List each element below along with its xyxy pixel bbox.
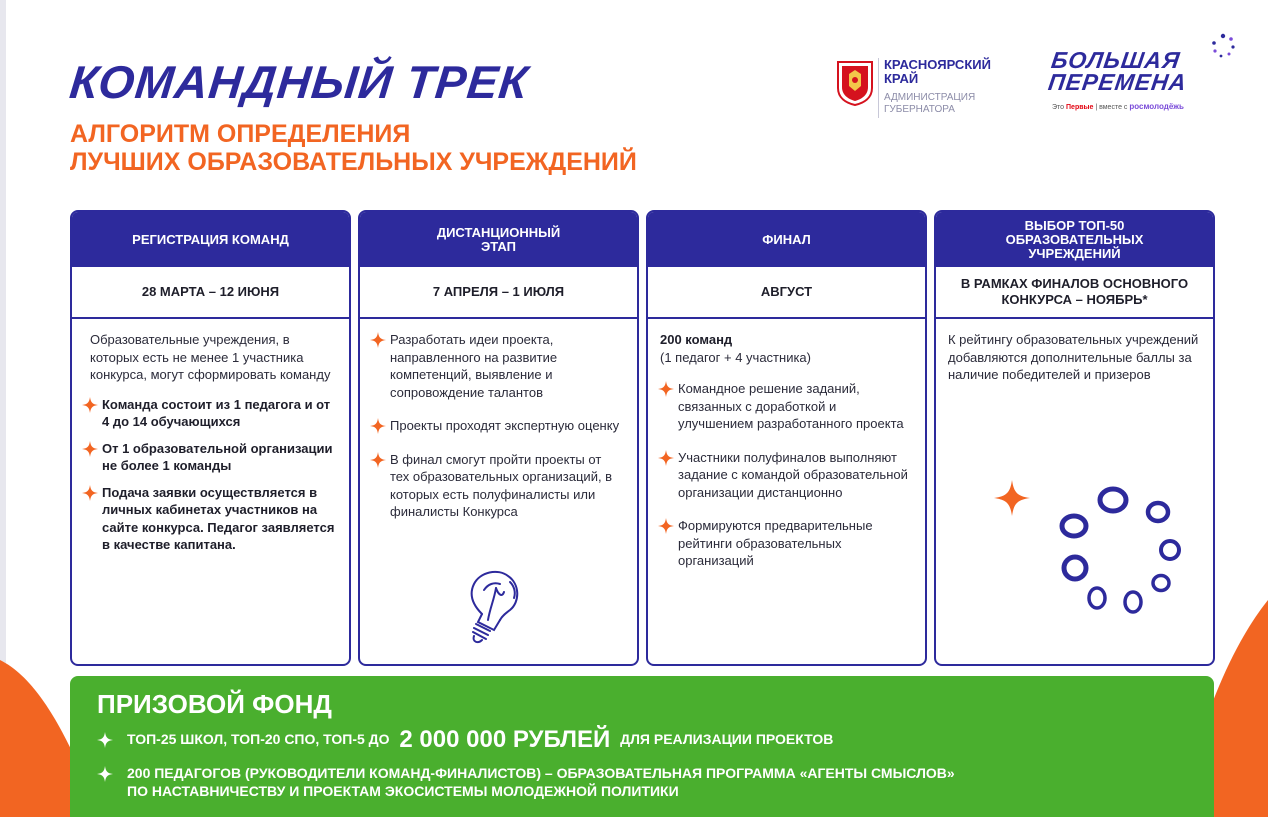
card-remote-stage [358, 210, 639, 666]
card-date: В РАМКАХ ФИНАЛОВ ОСНОВНОГО КОНКУРСА – НОЯБРЬ* [936, 267, 1213, 319]
star-bullet-icon [82, 397, 98, 413]
subtitle-line-2: ЛУЧШИХ ОБРАЗОВАТЕЛЬНЫХ УЧРЕЖДЕНИЙ [70, 148, 637, 176]
krasnoyarsk-logo [836, 58, 1016, 120]
star-bullet-icon [658, 518, 674, 534]
list-item-text: От 1 образовательной организации не более 1 команды [102, 440, 333, 473]
card-final [646, 210, 927, 666]
circles-ring-icon [1056, 480, 1196, 620]
card-registration [70, 210, 351, 666]
prize-amount: 2 000 000 РУБЛЕЙ [399, 726, 611, 753]
prize-line1-before: ТОП-25 ШКОЛ, ТОП-20 СПО, ТОП-5 ДО [127, 731, 390, 747]
region-sub-2: ГУБЕРНАТОРА [884, 104, 955, 115]
prize-fund-panel [70, 676, 1214, 817]
star-bullet-icon [97, 732, 113, 748]
card-body [648, 319, 925, 570]
prize-line2a: 200 ПЕДАГОГОВ (РУКОВОДИТЕЛИ КОМАНД-ФИНАЛИСТОВ) – ОБРАЗОВАТЕЛЬНАЯ ПРОГРАММА «АГЕНТЫ СМЫСЛОВ» [127, 765, 955, 781]
region-sub-1: АДМИНИСТРАЦИЯ [884, 92, 976, 103]
bp-tag-partner: росмолодёжь [1129, 102, 1184, 111]
star-bullet-icon [658, 450, 674, 466]
region-line-2: КРАЙ [884, 71, 919, 86]
bp-tag-first: Первые [1066, 104, 1094, 111]
card-date: 7 АПРЕЛЯ – 1 ИЮЛЯ [360, 267, 637, 319]
bolshaya-peremena-logo [1046, 33, 1240, 123]
card-intro [660, 331, 911, 366]
list-item-text: Командное решение заданий, связанных с доработкой и улучшением разработанного проекта [678, 381, 904, 431]
bp-tag-with: вместе с [1099, 104, 1128, 111]
list-item [88, 396, 335, 431]
star-bullet-icon [97, 766, 113, 782]
card-head: РЕГИСТРАЦИЯ КОМАНД [72, 212, 349, 267]
card-body [360, 319, 637, 521]
card-body [936, 319, 1213, 384]
bp-line-1: БОЛЬШАЯ [1049, 47, 1182, 73]
list-item-text: Подача заявки осуществляется в личных кабинетах участников на сайте конкурса. Педагог заявляется в качестве капитана. [102, 484, 335, 552]
card-intro: К рейтингу образовательных учреждений добавляются дополнительные баллы за наличие победителей и призеров [948, 332, 1199, 382]
list-item [88, 484, 335, 554]
card-date: 28 МАРТА – 12 ИЮНЯ [72, 267, 349, 319]
list-item [660, 449, 911, 502]
prize-line2b: ПО НАСТАВНИЧЕСТВУ И ПРОЕКТАМ ЭКОСИСТЕМЫ МОЛОДЕЖНОЙ ПОЛИТИКИ [127, 783, 679, 799]
list-item-text: В финал смогут пройти проекты от тех образовательных организаций, в которых есть полуфиналисты или финалисты Конкурса [390, 451, 613, 519]
card-head: ФИНАЛ [648, 212, 925, 267]
region-line-1: КРАСНОЯРСКИЙ [884, 57, 991, 72]
subtitle-line-1: АЛГОРИТМ ОПРЕДЕЛЕНИЯ [70, 120, 411, 148]
list-item-text: Формируются предварительные рейтинги образовательных организаций [678, 518, 873, 568]
star-bullet-icon [82, 485, 98, 501]
card-top50 [934, 210, 1215, 666]
dots-ring-icon [1210, 33, 1236, 59]
star-bullet-icon [658, 381, 674, 397]
lightbulb-icon [438, 558, 538, 648]
list-item-text: Разработать идеи проекта, направленного на развитие компетенций, выявление и сопровождение талантов [390, 332, 558, 400]
region-sub [884, 92, 1014, 116]
bp-title [1047, 49, 1191, 93]
star-bullet-icon [370, 452, 386, 468]
star-bullet-icon [370, 332, 386, 348]
card-date: АВГУСТ [648, 267, 925, 319]
prize-title: ПРИЗОВОЙ ФОНД [97, 689, 332, 719]
list-item [376, 331, 623, 401]
star-bullet-icon [370, 418, 386, 434]
coat-of-arms-icon [836, 60, 874, 106]
list-item-text: Участники полуфиналов выполняют задание с командой образовательной организации дистанционно [678, 449, 908, 500]
list-item [660, 517, 911, 570]
bp-tag-prefix: Это [1052, 104, 1065, 111]
page-title: КОМАНДНЫЙ ТРЕК [67, 56, 531, 108]
card-head: ВЫБОР ТОП-50 ОБРАЗОВАТЕЛЬНЫХ УЧРЕЖДЕНИЙ [936, 212, 1213, 267]
prize-line1-after: ДЛЯ РЕАЛИЗАЦИИ ПРОЕКТОВ [620, 731, 834, 747]
list-item [376, 417, 623, 435]
region-name [884, 58, 1014, 86]
orange-star-icon [994, 480, 1030, 516]
card-intro-bold: 200 команд [660, 332, 733, 347]
page-subtitle [70, 120, 637, 176]
prize-line-text [127, 764, 955, 800]
bp-tagline: Это Первые | вместе с росмолодёжь [1052, 102, 1184, 111]
card-body [72, 319, 349, 554]
prize-line-text [127, 726, 834, 753]
card-intro: Образовательные учреждения, в которых есть не менее 1 участника конкурса, могут сформировать команду [90, 332, 331, 382]
card-head: ДИСТАНЦИОННЫЙ ЭТАП [360, 212, 637, 267]
bp-line-2: ПЕРЕМЕНА [1046, 69, 1189, 95]
card-intro-rest: (1 педагог + 4 участника) [660, 349, 811, 365]
logo-separator [878, 58, 879, 118]
list-item [660, 380, 911, 433]
list-item [88, 440, 335, 475]
list-item [376, 451, 623, 521]
star-bullet-icon [82, 441, 98, 457]
list-item-text: Команда состоит из 1 педагога и от 4 до 14 обучающихся [102, 396, 331, 429]
list-item-text: Проекты проходят экспертную оценку [390, 418, 620, 433]
